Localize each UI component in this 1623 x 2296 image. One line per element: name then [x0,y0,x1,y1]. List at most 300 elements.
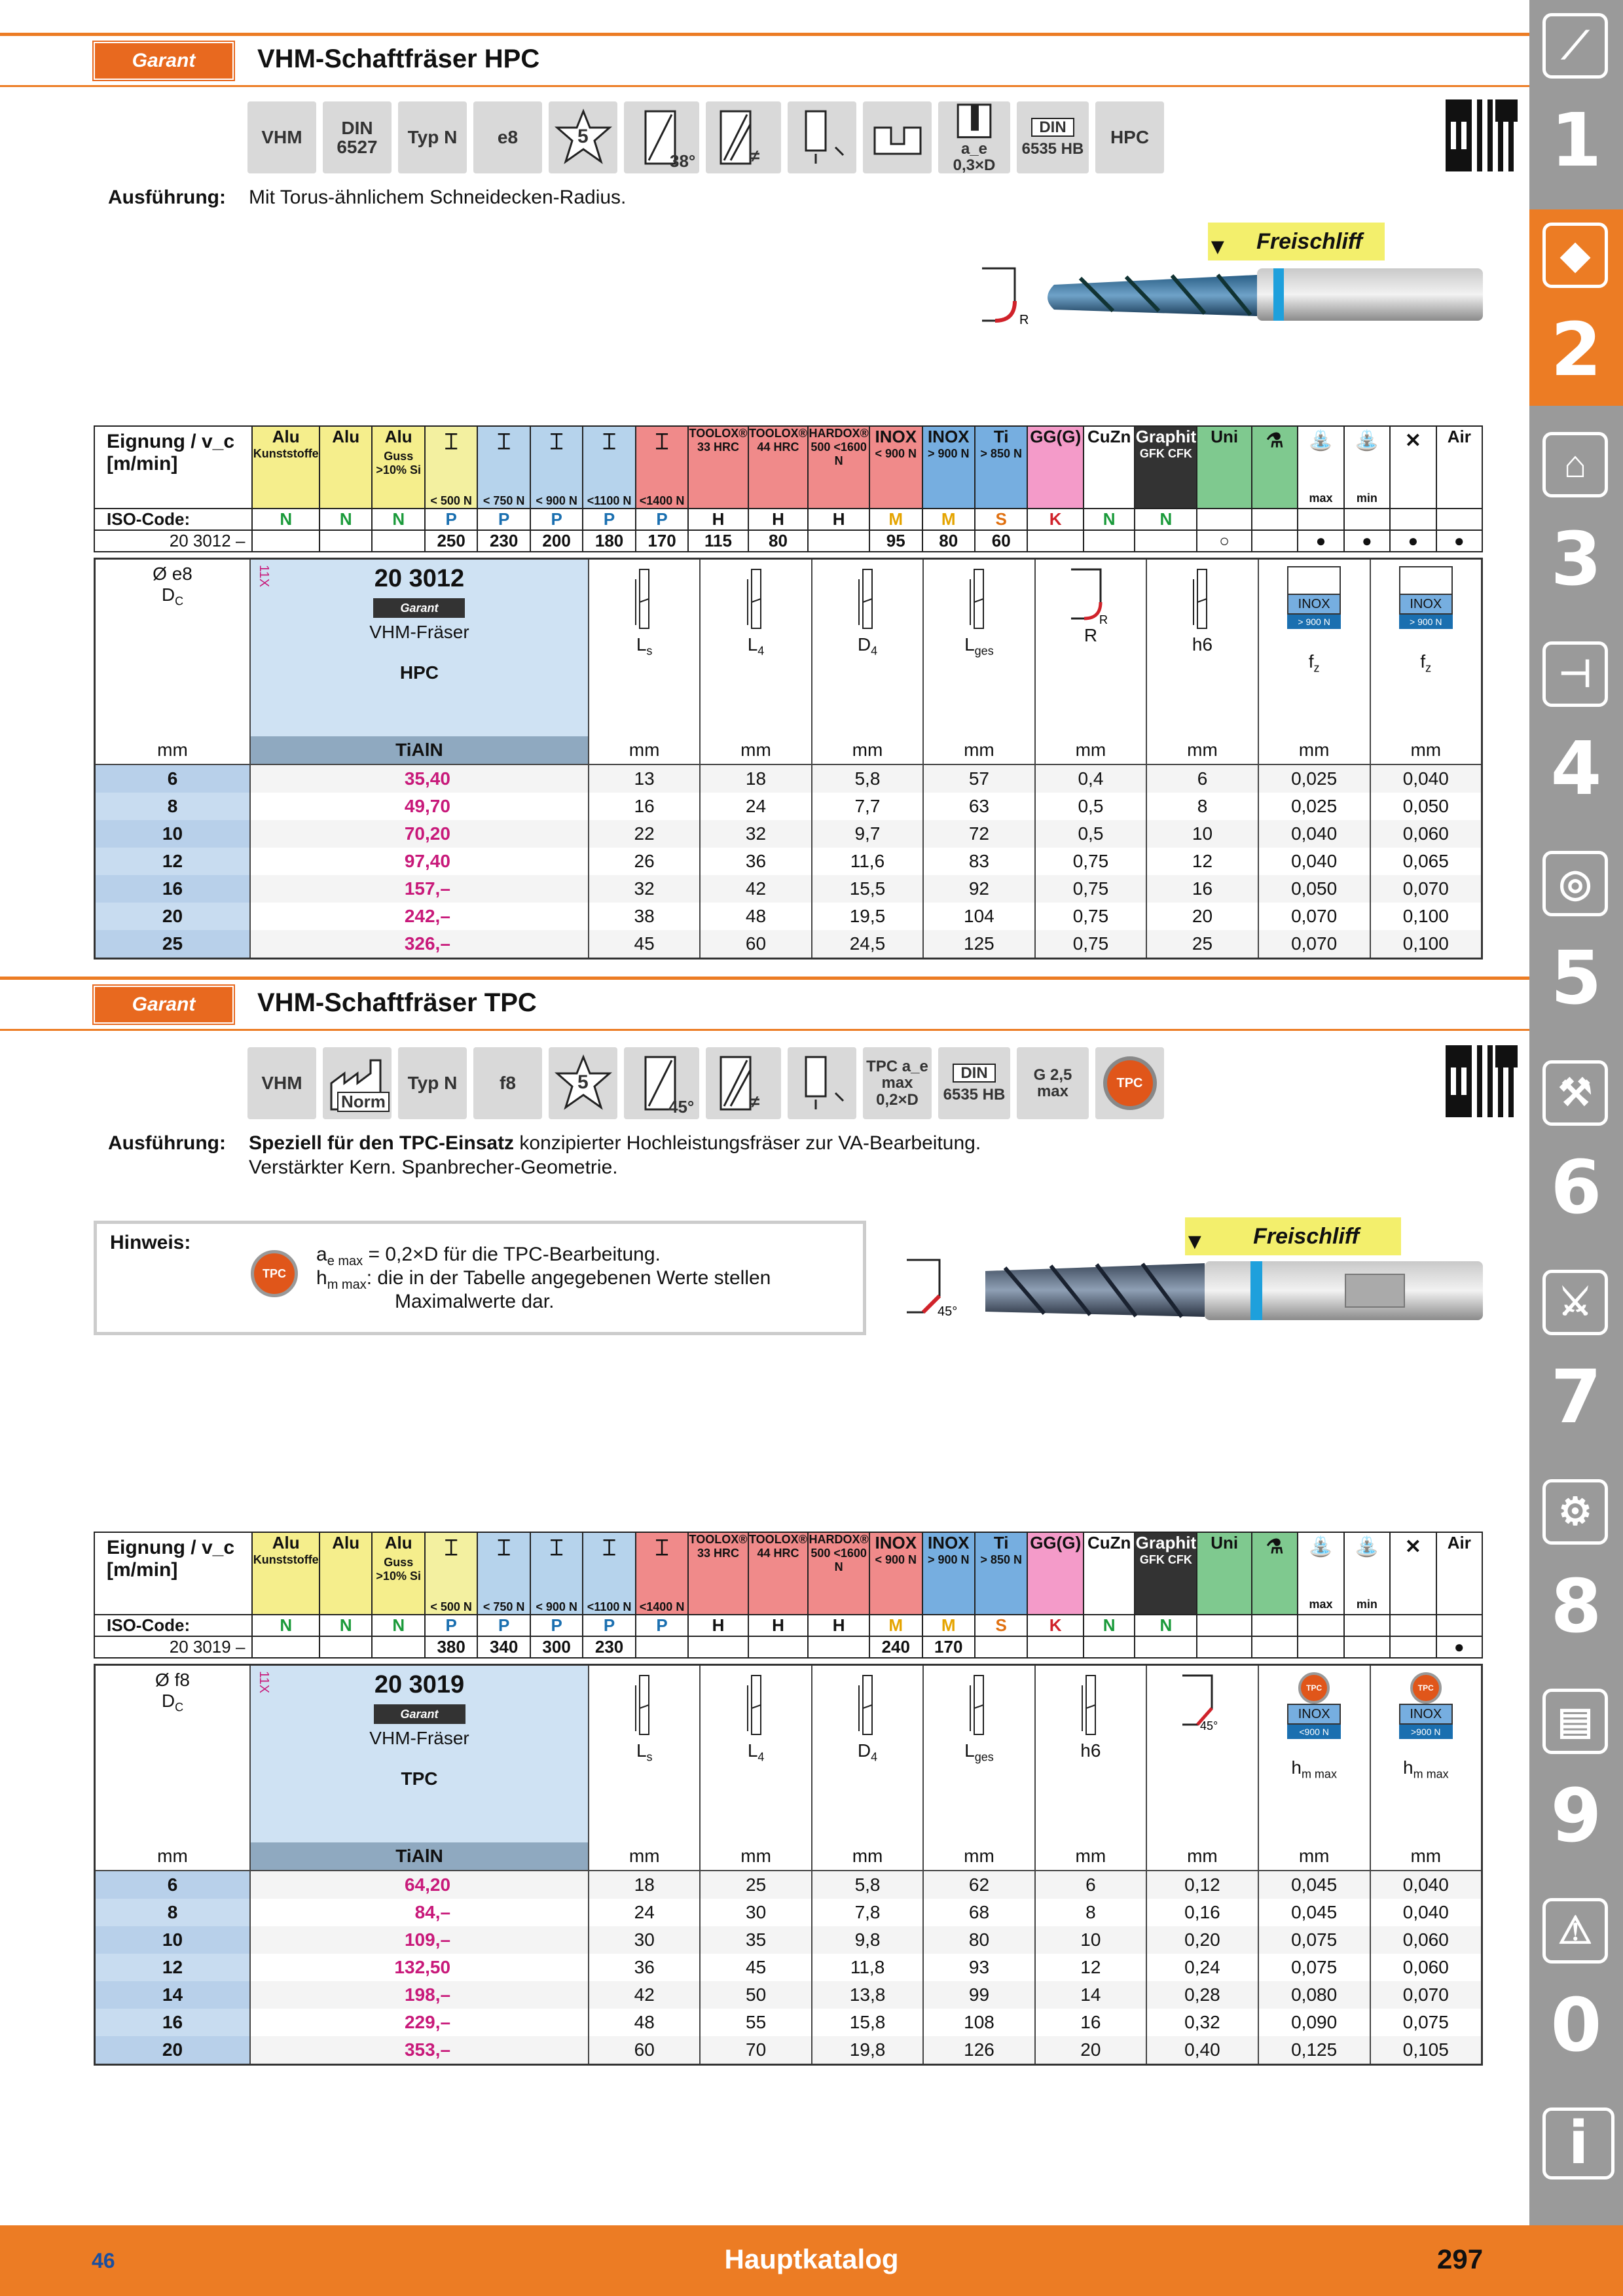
page-footer [0,2225,1623,2296]
cutting-speed [372,530,424,552]
material-spec: < 500 N [430,494,472,507]
dimension-icon [856,1672,879,1738]
value-cell: 15,8 [812,2009,923,2036]
value-cell: 0,125 [1258,2036,1370,2065]
cutting-speed [808,1636,869,1658]
cutting-speed [1084,530,1135,552]
value-cell: 16 [1035,2009,1146,2036]
cutting-speed [1390,1636,1436,1658]
cutting-speed: 340 [477,1636,530,1658]
chapter-7-icon: ⚔ [1542,1270,1608,1335]
footer-page-right: 297 [1437,2244,1484,2274]
iso-code [1436,1615,1483,1636]
diameter-cell: 25 [95,930,251,959]
material-spec: < 900 N [536,1600,577,1613]
chamfer-icon [1179,1672,1225,1731]
iso-code: M [922,509,975,530]
material-spec: < 750 N [483,494,525,507]
value-cell: 16 [1146,875,1258,903]
material-header [869,1532,922,1615]
value-cell: 0,4 [1035,764,1147,793]
value-cell: 0,040 [1370,1899,1482,1926]
material-spec: Guss >10% Si [376,1556,421,1583]
value-cell: 0,75 [1035,848,1147,875]
value-cell: 18 [700,764,811,793]
material-spec: < 900 N [875,447,917,460]
dimension-label: $h_{m max}$ [1291,1757,1337,1781]
cutting-speed [1344,1636,1390,1658]
value-cell: 0,075 [1258,1926,1370,1954]
price-cell: 49,70 [250,793,589,820]
cutting-speed [372,1636,424,1658]
iso-code: P [583,509,635,530]
chapter-number: 2 [1550,308,1602,393]
unit-label: mm [1146,1842,1258,1871]
coolant-icon: ⚗ [1266,1536,1284,1558]
table-row [95,2036,1482,2065]
material-name: TOOLOX® [749,427,807,440]
material-header [1390,1532,1436,1615]
value-cell: 36 [700,848,811,875]
value-cell: 0,025 [1258,793,1370,820]
iso-code: P [636,509,688,530]
balance-grade-icon: G 2,5 max [1017,1047,1089,1119]
value-cell: 7,8 [812,1899,923,1926]
diameter-cell: 8 [95,793,251,820]
value-cell: 10 [1146,820,1258,848]
price-cell: 242,– [250,903,589,930]
chapter-1-icon: ⟋ [1542,13,1608,79]
tpc-badge-icon: TPC [251,1250,298,1297]
value-cell: 19,5 [812,903,924,930]
chapter-tab-4[interactable] [1529,628,1623,825]
chapter-tab-7[interactable] [1529,1257,1623,1453]
garant-logo: Garant [94,986,234,1024]
unequal-pitch-icon: ≠ [706,101,781,173]
diameter-tolerance: Ø e8 [153,564,192,584]
inox-feed-icon: TPC INOX <900 N [1287,1672,1341,1757]
steel-beam-icon: ⌶ [549,1535,564,1560]
material-spec: 33 HRC [697,1547,740,1560]
cutting-speed: 180 [583,530,635,552]
svg-text:45°: 45° [1200,1719,1218,1731]
value-cell: 42 [700,875,811,903]
iso-code [1390,509,1436,530]
iso-code [1252,509,1298,530]
corner-radius-icon [979,265,1031,327]
iso-code: N [319,509,372,530]
chapter-number: 7 [1550,1355,1602,1440]
diameter-cell: 14 [95,1981,250,2009]
value-cell: 60 [700,930,811,959]
chapter-3-icon: ⌂ [1542,432,1608,497]
plunge-icon [788,1047,856,1119]
diameter-header [95,559,251,737]
factory-norm-icon: Norm [323,1047,392,1119]
qr-code[interactable] [1446,1045,1518,1117]
material-header [252,1532,319,1615]
material-header [1027,426,1084,509]
ausfuehrung-label: Ausführung: [108,1132,226,1154]
table-row [95,1981,1482,2009]
flutes-icon: 5 [549,101,617,173]
helix-angle-icon: 38° [624,101,699,173]
dimension-label: $D_4$ [857,634,878,658]
svg-text:R: R [1019,313,1029,327]
value-cell: 7,7 [812,793,924,820]
iso-code [1252,1615,1298,1636]
price-cell: 132,50 [250,1954,589,1981]
cutting-speed: 115 [688,530,748,552]
dimension-header [589,559,700,737]
material-spec: < 500 N [430,1600,472,1613]
value-cell: 9,7 [812,820,924,848]
coolant-icon: ⛲ [1308,1536,1334,1558]
icon-tolerance: f8 [473,1047,542,1119]
iso-code-label: ISO-Code: [94,509,252,530]
cutting-speed: ● [1436,530,1483,552]
dimension-label: $D_4$ [857,1740,878,1764]
flutes-icon: 5 [549,1047,617,1119]
chapter-8-icon: ⚙ [1542,1479,1608,1545]
iso-code: H [748,509,808,530]
diameter-header [95,1665,250,1843]
price-cell: 84,– [250,1899,589,1926]
steel-beam-icon: ⌶ [655,1535,669,1560]
dimension-icon [633,1672,655,1738]
material-header [748,426,808,509]
value-cell: 92 [923,875,1034,903]
svg-text:45°: 45° [938,1304,958,1319]
chapter-tab-9[interactable] [1529,1676,1623,1872]
value-cell: 0,75 [1035,875,1147,903]
material-header [1298,426,1343,509]
dimension-label: h6 [1192,634,1213,655]
material-spec: min [1356,1598,1377,1611]
material-header [1252,426,1298,509]
value-cell: 72 [923,820,1034,848]
slot-milling-icon [863,101,932,173]
cutting-speed: 60 [975,530,1027,552]
material-spec: 33 HRC [697,440,740,454]
dimension-label: h6 [1080,1740,1101,1761]
value-cell: 9,8 [812,1926,923,1954]
material-name: TOOLOX® [689,427,748,440]
material-name: INOX [927,427,970,446]
shank-din-icon: DIN 6535 HB [938,1047,1010,1119]
iso-code: N [252,1615,319,1636]
article-code-label: 20 3019 – [94,1636,252,1658]
cutting-speed: 80 [748,530,808,552]
iso-code: S [975,509,1027,530]
value-cell: 25 [1146,930,1258,959]
value-cell: 80 [923,1926,1034,1954]
coating: TiAlN [250,1842,589,1871]
value-cell: 5,8 [812,764,924,793]
value-cell: 93 [923,1954,1034,1981]
material-header [1027,1532,1084,1615]
material-name: Ti [993,427,1009,446]
dimension-label: $L_4$ [747,634,765,658]
cutting-speed [319,530,372,552]
table-row [95,848,1482,875]
icon-vhm: VHM [247,1047,316,1119]
dimension-header [1258,1665,1370,1843]
section-top-rule [0,977,1529,980]
value-cell: 0,100 [1370,930,1482,959]
material-header [688,426,748,509]
dimension-header [812,559,924,737]
coating: TiAlN [250,736,589,764]
cutting-speed [1027,1636,1084,1658]
material-header [636,426,688,509]
table-row [95,1954,1482,1981]
cutting-speed [252,1636,319,1658]
chapter-tab-2[interactable] [1529,209,1623,406]
ausfuehrung-text: Mit Torus-ähnlichem Schneidecken-Radius. [249,187,627,208]
cutting-speed: ● [1390,530,1436,552]
article-mark: 11X [257,565,272,588]
value-cell: 16 [589,793,700,820]
diameter-cell: 10 [95,820,251,848]
iso-code-label: ISO-Code: [94,1615,252,1636]
value-cell: 13,8 [812,1981,923,2009]
material-header [1436,1532,1483,1615]
dimension-header [1370,559,1482,737]
value-cell: 0,040 [1370,1871,1482,1899]
section-bottom-rule [0,85,1529,87]
article-kind: VHM-Fräser [369,1728,469,1748]
material-spec: 44 HRC [757,440,799,454]
value-cell: 0,75 [1035,903,1147,930]
cutting-speed [748,1636,808,1658]
icon-typ-n: Typ N [398,1047,467,1119]
cutting-speed [975,1636,1027,1658]
price-cell: 326,– [250,930,589,959]
plunge-icon [788,101,856,173]
value-cell: 99 [923,1981,1034,2009]
value-cell: 0,070 [1370,1981,1482,2009]
value-cell: 70 [700,2036,811,2065]
price-cell: 64,20 [250,1871,589,1899]
cutting-speed: 230 [583,1636,635,1658]
steel-beam-icon: ⌶ [497,1535,511,1560]
cutting-speed: ● [1298,530,1343,552]
suitability-label [94,426,252,509]
unit-label: mm [589,1842,700,1871]
cutting-speed [1252,530,1298,552]
iso-code: H [688,509,748,530]
iso-code: N [372,1615,424,1636]
steel-beam-icon: ⌶ [549,429,564,454]
article-line: TPC [401,1768,438,1789]
value-cell: 36 [589,1954,700,1981]
dimension-label: $f_z$ [1420,651,1432,675]
unit-label: mm [1146,736,1258,764]
dimension-header [1146,559,1258,737]
iso-code: K [1027,1615,1084,1636]
table-row [95,875,1482,903]
value-cell: 0,12 [1146,1871,1258,1899]
chapter-5-icon: ◎ [1542,851,1608,916]
diameter-cell: 12 [95,1954,250,1981]
cutting-speed: 230 [477,530,530,552]
cutting-speed [688,1636,748,1658]
material-spec: 500 <1600 N [811,1547,867,1573]
cutting-speed: 200 [530,530,583,552]
dimension-header [812,1665,923,1843]
iso-code: P [425,509,477,530]
price-cell: 97,40 [250,848,589,875]
steel-beam-icon: ⌶ [444,1535,458,1560]
icon-hpc: HPC [1095,101,1164,173]
cutting-speed: ● [1344,530,1390,552]
material-spec: <1400 N [639,494,685,507]
material-header [975,426,1027,509]
material-header [922,1532,975,1615]
value-cell: 0,060 [1370,1926,1482,1954]
value-cell: 0,075 [1370,2009,1482,2036]
value-cell: 24,5 [812,930,924,959]
price-cell: 70,20 [250,820,589,848]
section-top-rule [0,33,1529,36]
value-cell: 55 [700,2009,811,2036]
unit-label: mm [1035,736,1147,764]
material-name: Alu [272,427,300,446]
material-header [372,1532,424,1615]
iso-code [1197,509,1251,530]
chapter-6-icon: ⚒ [1542,1060,1608,1126]
coolant-icon: ✕ [1404,430,1421,452]
unit-label: mm [95,1842,250,1871]
table-row [95,1871,1482,1899]
garant-logo: Garant [94,42,234,80]
dimension-icon [1080,1672,1102,1738]
material-name: INOX [927,1533,970,1552]
value-cell: 0,070 [1258,903,1370,930]
cutting-speed [1252,1636,1298,1658]
material-spec: > 850 N [980,447,1022,460]
dimension-header [700,559,811,737]
garant-logo: Garant [374,1704,465,1724]
material-header [1344,426,1390,509]
chapter-number: i [1542,2108,1614,2179]
ausfuehrung-label: Ausführung: [108,187,226,208]
dimension-label: $L_s$ [636,634,653,658]
value-cell: 0,050 [1370,793,1482,820]
value-cell: 24 [700,793,811,820]
material-header [372,426,424,509]
cutting-speed [1135,530,1197,552]
material-header [1197,1532,1251,1615]
unit-label: mm [1370,1842,1482,1871]
chapter-tab-1[interactable] [1529,0,1623,196]
iso-code [1298,1615,1343,1636]
table-row [95,1926,1482,1954]
corner-radius-icon [1068,566,1114,625]
value-cell: 12 [1146,848,1258,875]
material-name: HARDOX® [809,1533,869,1546]
article-line: HPC [399,662,439,683]
material-header [425,1532,477,1615]
material-spec: max [1309,492,1333,505]
dimension-label: $L_{ges}$ [964,1740,994,1764]
material-header [530,1532,583,1615]
table-row [95,764,1482,793]
unit-label: mm [1370,736,1482,764]
iso-code: H [808,509,869,530]
hinweis-box [94,1221,866,1335]
value-cell: 24 [589,1899,700,1926]
chapter-tab-8[interactable] [1529,1466,1623,1662]
cutting-speed [252,530,319,552]
chamfer-icon [903,1257,962,1319]
material-header [1135,426,1197,509]
value-cell: 0,100 [1370,903,1482,930]
value-cell: 20 [1146,903,1258,930]
material-spec: > 900 N [927,1553,970,1566]
dimension-label: $L_{ges}$ [964,634,994,658]
chapter-number: 6 [1550,1145,1602,1230]
value-cell: 0,045 [1258,1899,1370,1926]
inox-feed-icon: INOX > 900 N [1399,566,1453,651]
iso-code: N [372,509,424,530]
material-spec: Kunststoffe [253,1553,319,1566]
material-header [1436,426,1483,509]
chapter-0-icon: ⚠ [1542,1898,1608,1964]
dimension-label: $h_{m max}$ [1403,1757,1449,1781]
diameter-cell: 10 [95,1926,250,1954]
unit-label: mm [812,736,924,764]
iso-code [1344,1615,1390,1636]
value-cell: 11,8 [812,1954,923,1981]
table-row [95,903,1482,930]
material-spec: < 750 N [483,1600,525,1613]
unit-label: mm [589,736,700,764]
cutting-speed [319,1636,372,1658]
material-name: TOOLOX® [749,1533,807,1546]
material-header [808,1532,869,1615]
value-cell: 48 [589,2009,700,2036]
cutting-speed: ● [1436,1636,1483,1658]
freischliff-banner: ▼ Freischliff [1185,1217,1401,1255]
value-cell: 0,5 [1035,820,1147,848]
value-cell: 63 [923,793,1034,820]
dimension-icon [633,566,655,632]
material-header [252,426,319,509]
chapter-4-icon: ⊣ [1542,641,1608,707]
iso-code: P [530,509,583,530]
value-cell: 0,5 [1035,793,1147,820]
chapter-tab-3[interactable] [1529,419,1623,615]
hinweis-label: Hinweis: [110,1232,191,1253]
dimension-header [589,1665,700,1843]
chapter-tab-0[interactable] [1529,1885,1623,2081]
qr-code[interactable] [1446,99,1518,171]
material-name: Alu [332,1533,360,1552]
chapter-tab-5[interactable] [1529,838,1623,1034]
dimension-icon [745,1672,767,1738]
material-spec: max [1309,1598,1333,1611]
value-cell: 0,075 [1258,1954,1370,1981]
chapter-tab-6[interactable] [1529,1047,1623,1244]
price-cell: 198,– [250,1981,589,2009]
material-header [636,1532,688,1615]
section-title: VHM-Schaftfräser HPC [257,45,540,73]
value-cell: 0,20 [1146,1926,1258,1954]
chapter-number: 0 [1550,1983,1602,2068]
shank-din-icon: DIN 6535 HB [1017,101,1089,173]
